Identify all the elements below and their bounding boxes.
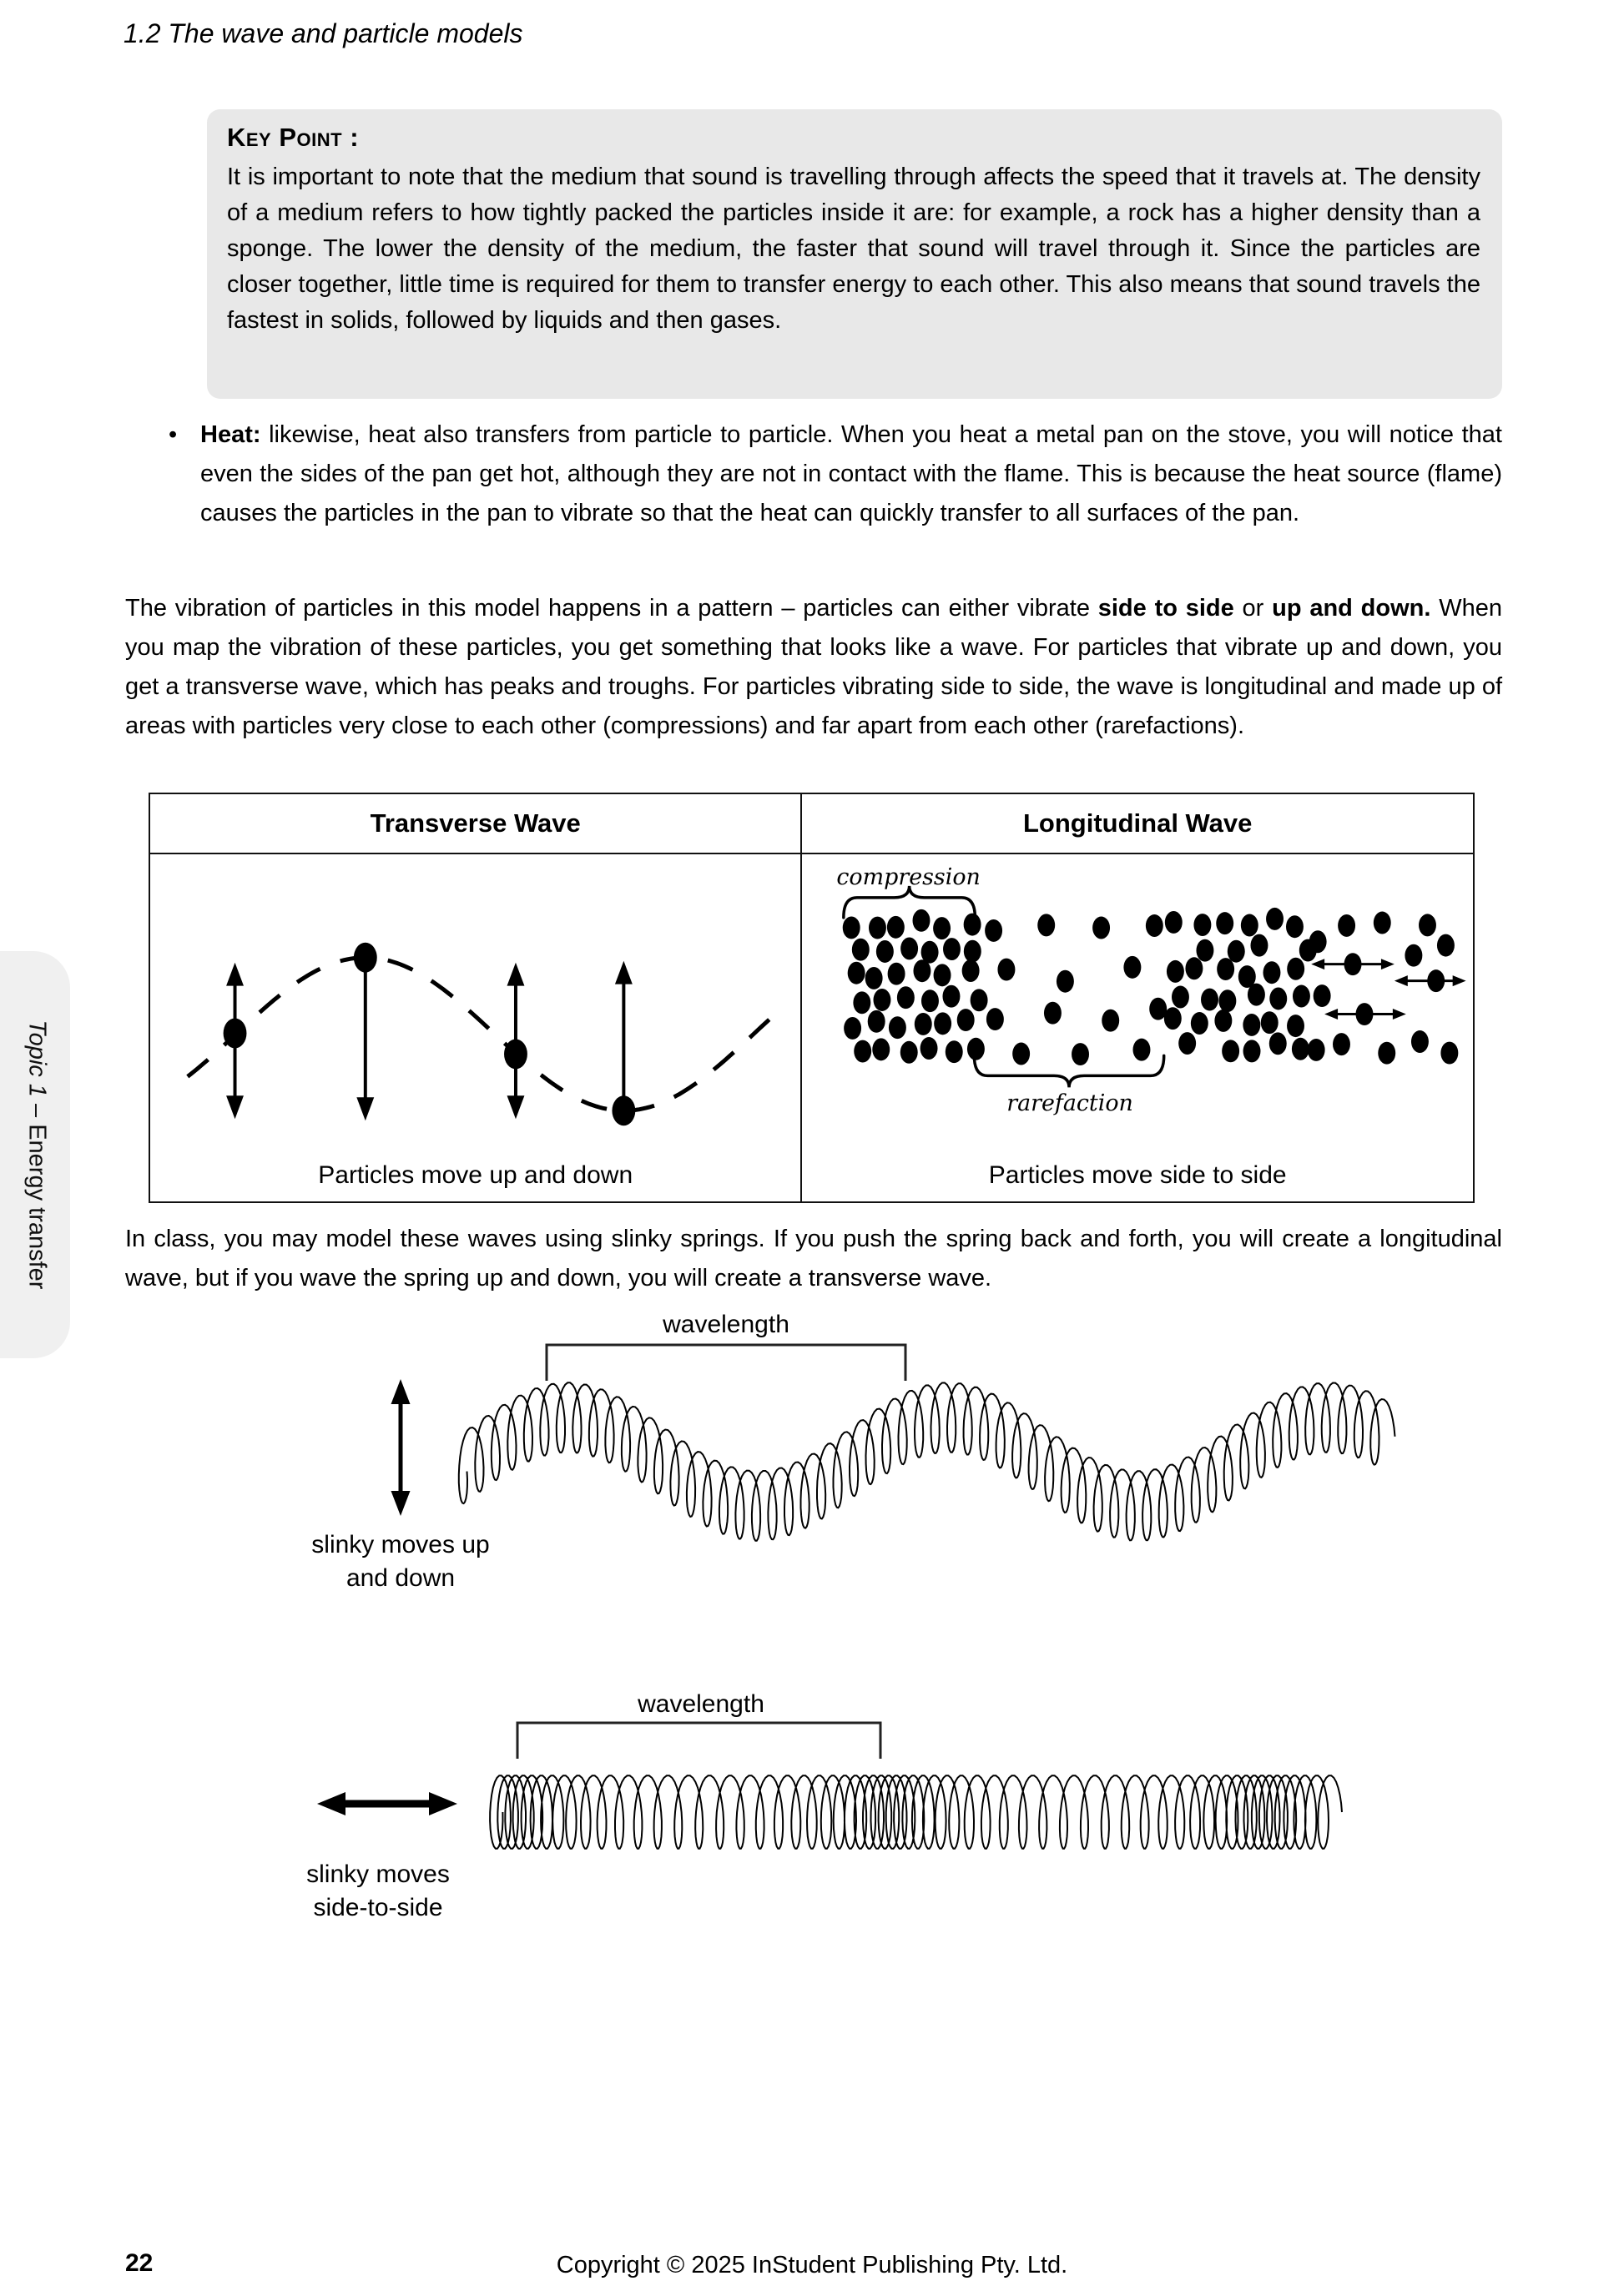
transverse-caption: Particles move up and down (318, 1161, 633, 1189)
wavelength-label: wavelength (663, 1311, 789, 1338)
rarefaction-label: rarefaction (1006, 1090, 1134, 1117)
slinky-motion-label: slinky moves up (311, 1531, 490, 1558)
table-cell-longitudinal (802, 854, 1473, 1201)
slinky-motion-label: and down (345, 1564, 456, 1592)
bullet-body: likewise, heat also transfers from particle to particle. When you heat a metal pan on the stove, you will notice that even the sides of the pan get hot, although they are not in contact with the flame. This is because the heat source (flame) causes the particles in the pan to vibrate so that the heat can quickly transfer to all surfaces of the pan. (200, 421, 1502, 526)
footer-copyright: Copyright © 2025 InStudent Publishing Pty. Ltd. (556, 2252, 1068, 2278)
longitudinal-slinky-diagram (125, 1685, 1502, 1927)
table-header-longitudinal: Longitudinal Wave (802, 794, 1473, 854)
keypoint-body: It is important to note that the medium that sound is travelling through affects the speed that it travels at. The density of a medium refers to how tightly packed the particles inside it are: for example, a rock has a higher density than a sponge. The lower the density of the medium, the faster that sound will travel through it. Since the particles are closer together, little time is required for them to transfer energy to each other. This also means that sound travels the fastest in solids, followed by liquids and then gases. (227, 164, 1480, 334)
paragraph-vibration-text: The vibration of particles in this model happens in a pattern – particles can either vibrate (125, 595, 1098, 622)
compression-label: compression (836, 864, 981, 890)
paragraph-vibration (125, 589, 1502, 746)
wave-comparison-table (149, 793, 1475, 1203)
paragraph-vibration-rest: When you map the vibration of these particles, you get something that looks like a wave. For particles that vibrate up and down, you get a transverse wave, which has peaks and troughs. For particles vibrating side to side, the wave is longitudinal and made up of areas with particles very close to each other (compressions) and far apart from each other (rarefactions). (125, 595, 1502, 739)
bold-up-and-down: up and down. (1272, 595, 1431, 622)
bold-side-to-side: side to side (1097, 595, 1234, 622)
sidebar-topic-label (23, 1020, 51, 1290)
bullet-marker: • (169, 421, 178, 448)
keypoint-box (207, 109, 1502, 399)
bullet-text (200, 415, 1502, 533)
table-cell-transverse (150, 854, 802, 1201)
paragraph-slinky: In class, you may model these waves using slinky springs. If you push the spring back and forth, you will create a longitudinal wave, but if you wave the spring up and down, you will create a transverse wave. (125, 1226, 1502, 1292)
sidebar-topic-number: Topic 1 – (23, 1020, 51, 1125)
sidebar-topic-name: Energy transfer (23, 1124, 51, 1290)
keypoint-heading: Key Point : (227, 123, 360, 152)
longitudinal-wave-diagram (802, 854, 1473, 1201)
wavelength-label: wavelength (638, 1690, 764, 1718)
sidebar-topic-tab (0, 951, 70, 1358)
page-title: 1.2 The wave and particle models (124, 18, 523, 48)
transverse-wave-diagram (150, 854, 800, 1201)
paragraph-vibration-or: or (1233, 595, 1273, 622)
slinky-motion-label: side-to-side (313, 1894, 443, 1921)
page-number: 22 (125, 2249, 154, 2277)
transverse-slinky-diagram (125, 1306, 1502, 1598)
bullet-item-heat (125, 415, 1502, 533)
slinky-motion-label: slinky moves (306, 1860, 450, 1888)
bullet-term: Heat: (200, 421, 261, 448)
table-header-transverse: Transverse Wave (150, 794, 802, 854)
longitudinal-caption: Particles move side to side (988, 1161, 1287, 1189)
